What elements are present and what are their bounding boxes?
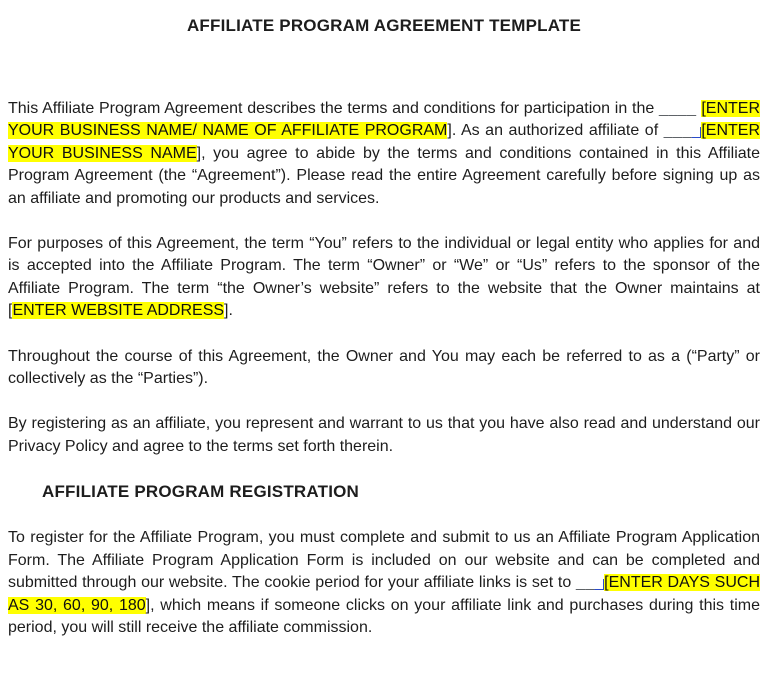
document-title: AFFILIATE PROGRAM AGREEMENT TEMPLATE — [186, 16, 582, 35]
placeholder-website-address: ENTER WEBSITE ADDRESS — [12, 302, 225, 320]
text-run: This Affiliate Program Agreement describes the terms and conditions for participation in the — [8, 100, 659, 117]
blank-underscores: __ — [575, 574, 595, 592]
text-run: ], you agree to abide by the terms and conditions contained in this Affiliate Program Agreement (the “Agreement”). Please read the entire Agreement carefully before signing up as an affiliate and promoting our products and services. — [8, 144, 761, 207]
text-run: ], which means if someone clicks on your affiliate link and purchases during this time period, you will still receive the affiliate commission. — [8, 596, 761, 636]
text-run: ]. As an authorized affiliate of — [447, 122, 664, 140]
paragraph-privacy-policy — [8, 413, 760, 458]
text-run: For purposes of this Agreement, the term “You” refers to the individual or legal entity who applies for and is accepted into the Affiliate Program. The term “Owner” or “We” or “Us” refers to the sponsor of the Affiliate Program. The term “the Owner’s website” refers to the website that the Owner maintains at [ — [8, 235, 760, 320]
blank-underscores: ____ — [658, 100, 697, 117]
text-run: By registering as an affiliate, you represent and warrant to us that you have also read and understand our Privacy Policy and agree to the terms set forth therein. — [8, 415, 760, 455]
blank-underscores: ___ — [663, 122, 692, 140]
edit-caret-mark: _ — [594, 574, 604, 592]
paragraph-definitions — [8, 233, 760, 323]
section-heading-registration: AFFILIATE PROGRAM REGISTRATION — [42, 482, 360, 502]
paragraph-intro — [8, 98, 760, 210]
text-run: To register for the Affiliate Program, you must complete and submit to us an Affiliate Program Application Form. The Affiliate Program Application Form is included on our website and can be completed and submitted through our website. The cookie period for your affiliate links is set to — [8, 529, 760, 592]
placeholder-business-name: [ENTER YOUR BUSINESS NAME — [8, 122, 760, 162]
edit-caret-mark: _ — [691, 122, 701, 140]
text-run: Throughout the course of this Agreement, the Owner and You may each be referred to as a (“Party” or collectively as the “Parties”). — [8, 347, 760, 388]
paragraph-registration — [8, 527, 760, 639]
placeholder-business-or-program-name: [ENTER YOUR BUSINESS NAME/ NAME OF AFFILIATE PROGRAM — [8, 100, 760, 140]
placeholder-cookie-days: [ENTER DAYS SUCH AS 30, 60, 90, 180 — [8, 574, 760, 614]
text-run: ]. — [224, 302, 233, 320]
paragraph-parties — [8, 346, 760, 391]
